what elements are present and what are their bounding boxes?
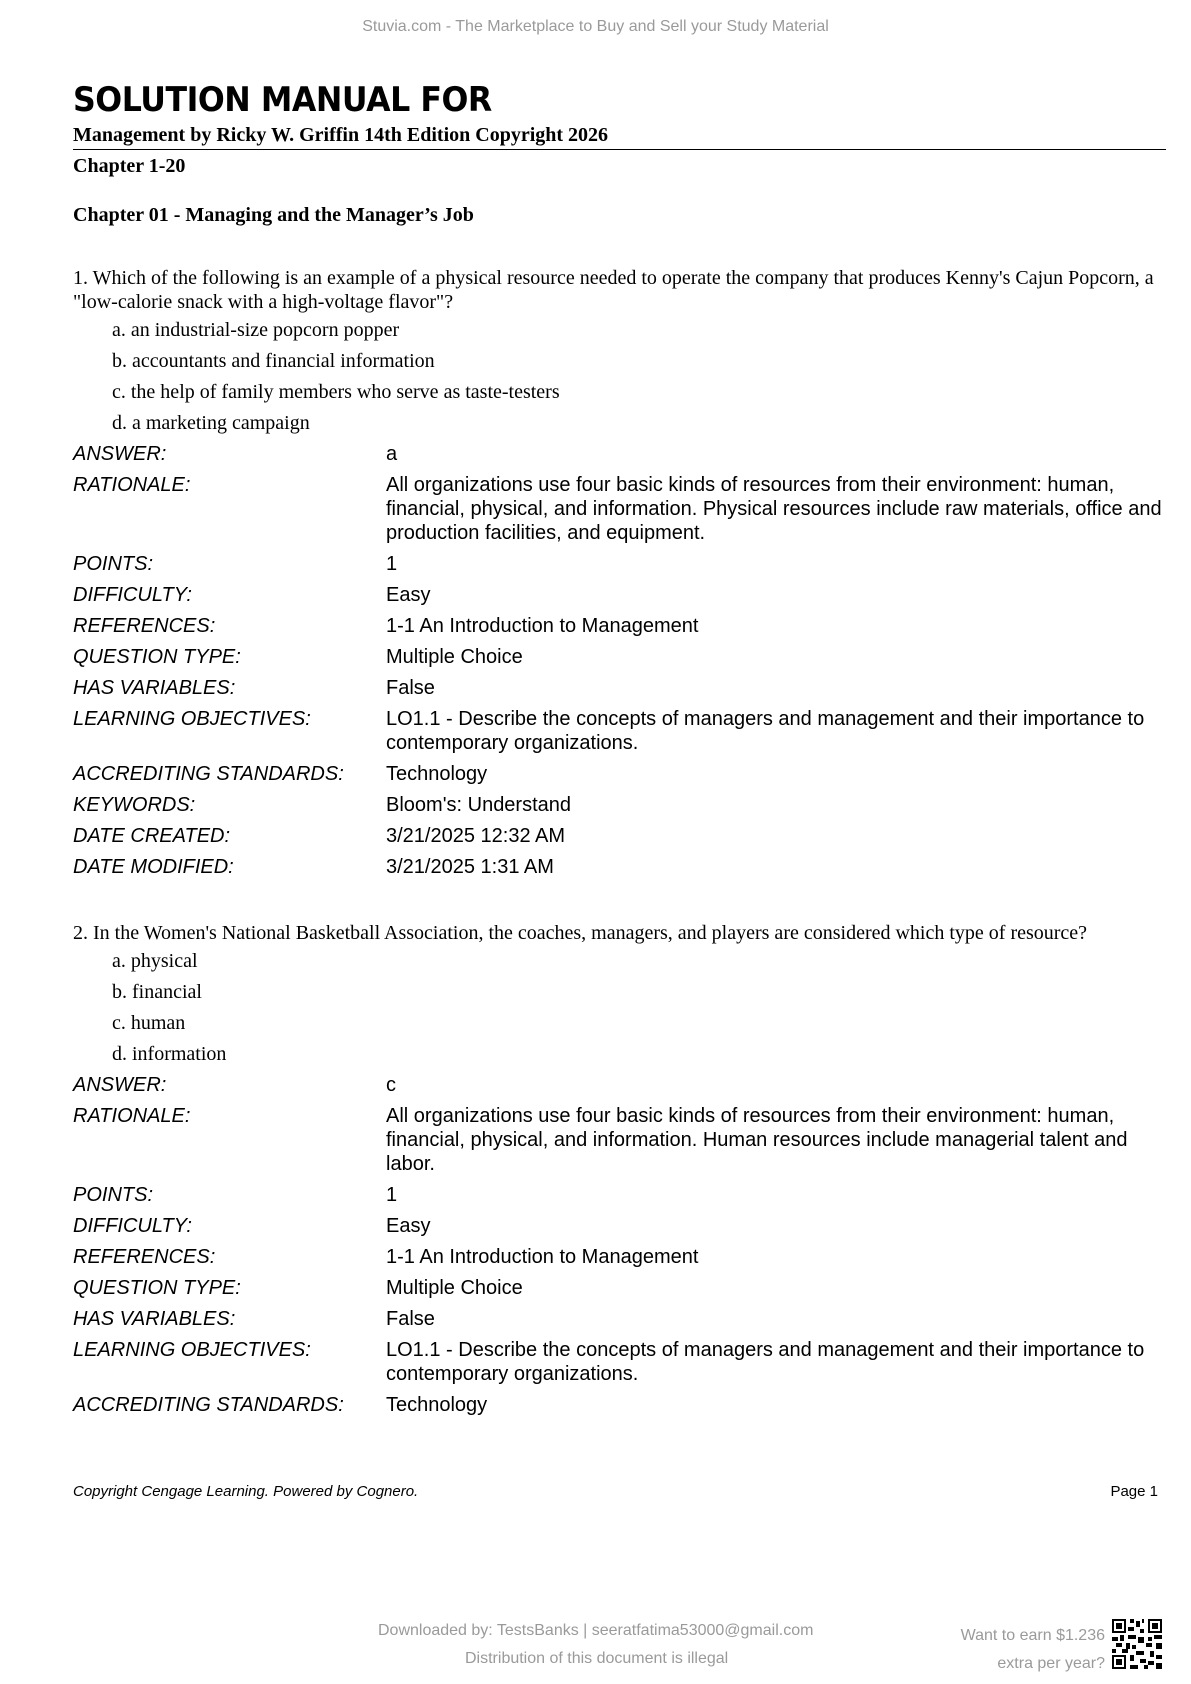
learning-objectives-value: LO1.1 - Describe the concepts of managers and management and their importance to contemporary organizations. bbox=[386, 1339, 1145, 1385]
has-variables-label: HAS VARIABLES: bbox=[73, 1308, 236, 1330]
answer-value: a bbox=[386, 443, 398, 465]
references-label: REFERENCES: bbox=[73, 1246, 216, 1268]
references-label: REFERENCES: bbox=[73, 615, 216, 637]
learning-objectives-row bbox=[73, 1338, 1168, 1386]
date-modified-label: DATE MODIFIED: bbox=[73, 856, 234, 878]
downloaded-by-notice: Downloaded by: TestsBanks | seeratfatima53000@gmail.com bbox=[378, 1622, 814, 1639]
points-row bbox=[73, 552, 1168, 576]
has-variables-row bbox=[73, 676, 1168, 700]
learning-objectives-value: LO1.1 - Describe the concepts of managers and management and their importance to contemporary organizations. bbox=[386, 708, 1145, 754]
accrediting-standards-label: ACCREDITING STANDARDS: bbox=[73, 1394, 344, 1416]
has-variables-label: HAS VARIABLES: bbox=[73, 677, 236, 699]
points-label: POINTS: bbox=[73, 1184, 154, 1206]
points-value: 1 bbox=[386, 553, 398, 575]
earn-promo-link[interactable] bbox=[955, 1622, 1105, 1678]
book-subtitle: Management by Ricky W. Griffin 14th Edition Copyright 2026 bbox=[73, 124, 1166, 150]
rationale-label: RATIONALE: bbox=[73, 474, 191, 496]
copyright-footer: Copyright Cengage Learning. Powered by Cognero. bbox=[73, 1483, 419, 1500]
learning-objectives-label: LEARNING OBJECTIVES: bbox=[73, 1339, 311, 1361]
choice-b: b. financial bbox=[112, 981, 202, 1003]
rationale-label: RATIONALE: bbox=[73, 1105, 191, 1127]
question-type-row bbox=[73, 1276, 1168, 1300]
rationale-value: All organizations use four basic kinds of resources from their environment: human, financial, physical, and information. Human resources include managerial talent and labor. bbox=[386, 1105, 1128, 1175]
accrediting-standards-value: Technology bbox=[386, 763, 488, 785]
learning-objectives-row bbox=[73, 707, 1168, 755]
rationale-value: All organizations use four basic kinds of resources from their environment: human, financial, physical, and information. Physical resources include raw materials, office and production facilities, and equipment. bbox=[386, 474, 1162, 544]
earn-promo-line2: extra per year? bbox=[997, 1655, 1105, 1672]
rationale-row bbox=[73, 473, 1168, 545]
difficulty-label: DIFFICULTY: bbox=[73, 1215, 192, 1237]
difficulty-value: Easy bbox=[386, 584, 431, 606]
has-variables-value: False bbox=[386, 1308, 435, 1330]
question-stem: 1. Which of the following is an example of a physical resource needed to operate the company that produces Kenny's Cajun Popcorn, a "low-calorie snack with a high-voltage flavor"? bbox=[73, 267, 1154, 313]
question-type-label: QUESTION TYPE: bbox=[73, 1277, 241, 1299]
accrediting-standards-label: ACCREDITING STANDARDS: bbox=[73, 763, 344, 785]
question-type-value: Multiple Choice bbox=[386, 1277, 523, 1299]
choice-d: d. a marketing campaign bbox=[112, 412, 310, 434]
keywords-label: KEYWORDS: bbox=[73, 794, 196, 816]
keywords-value: Bloom's: Understand bbox=[386, 794, 572, 816]
keywords-row bbox=[73, 793, 1168, 817]
date-created-label: DATE CREATED: bbox=[73, 825, 231, 847]
chapter-heading: Chapter 01 - Managing and the Manager’s Job bbox=[73, 204, 474, 226]
difficulty-label: DIFFICULTY: bbox=[73, 584, 192, 606]
question-metadata bbox=[73, 442, 1168, 879]
points-row bbox=[73, 1183, 1168, 1207]
answer-row bbox=[73, 1073, 1168, 1097]
question-stem: 2. In the Women's National Basketball Association, the coaches, managers, and players are considered which type of resource? bbox=[73, 922, 1088, 944]
question-2 bbox=[73, 921, 1168, 1424]
choice-b: b. accountants and financial information bbox=[112, 350, 435, 372]
answer-value: c bbox=[386, 1074, 396, 1096]
answer-label: ANSWER: bbox=[73, 1074, 167, 1096]
difficulty-row bbox=[73, 583, 1168, 607]
references-row bbox=[73, 614, 1168, 638]
choice-c: c. the help of family members who serve as taste-testers bbox=[112, 381, 560, 403]
references-value: 1-1 An Introduction to Management bbox=[386, 615, 699, 637]
answer-row bbox=[73, 442, 1168, 466]
question-type-row bbox=[73, 645, 1168, 669]
question-type-value: Multiple Choice bbox=[386, 646, 523, 668]
date-modified-row bbox=[73, 855, 1168, 879]
question-metadata bbox=[73, 1073, 1168, 1417]
choice-a: a. physical bbox=[112, 950, 198, 972]
has-variables-row bbox=[73, 1307, 1168, 1331]
difficulty-value: Easy bbox=[386, 1215, 431, 1237]
points-label: POINTS: bbox=[73, 553, 154, 575]
question-type-label: QUESTION TYPE: bbox=[73, 646, 241, 668]
stuvia-watermark: Stuvia.com - The Marketplace to Buy and Sell your Study Material bbox=[362, 18, 829, 35]
distribution-notice: Distribution of this document is illegal bbox=[465, 1650, 729, 1667]
rationale-row bbox=[73, 1104, 1168, 1176]
question-1 bbox=[73, 266, 1168, 886]
answer-label: ANSWER: bbox=[73, 443, 167, 465]
choice-c: c. human bbox=[112, 1012, 186, 1034]
has-variables-value: False bbox=[386, 677, 435, 699]
qr-code-icon[interactable] bbox=[1112, 1619, 1162, 1669]
choice-d: d. information bbox=[112, 1043, 227, 1065]
chapter-range: Chapter 1-20 bbox=[73, 155, 186, 177]
accrediting-standards-row bbox=[73, 762, 1168, 786]
accrediting-standards-value: Technology bbox=[386, 1394, 488, 1416]
references-value: 1-1 An Introduction to Management bbox=[386, 1246, 699, 1268]
choice-a: a. an industrial-size popcorn popper bbox=[112, 319, 400, 341]
date-created-row bbox=[73, 824, 1168, 848]
learning-objectives-label: LEARNING OBJECTIVES: bbox=[73, 708, 311, 730]
difficulty-row bbox=[73, 1214, 1168, 1238]
points-value: 1 bbox=[386, 1184, 398, 1206]
references-row bbox=[73, 1245, 1168, 1269]
page-number: Page 1 bbox=[1110, 1483, 1158, 1500]
date-created-value: 3/21/2025 12:32 AM bbox=[386, 825, 566, 847]
earn-promo-line1: Want to earn $1.236 bbox=[960, 1627, 1105, 1644]
accrediting-standards-row bbox=[73, 1393, 1168, 1417]
date-modified-value: 3/21/2025 1:31 AM bbox=[386, 856, 554, 878]
document-title: SOLUTION MANUAL FOR bbox=[73, 80, 492, 120]
